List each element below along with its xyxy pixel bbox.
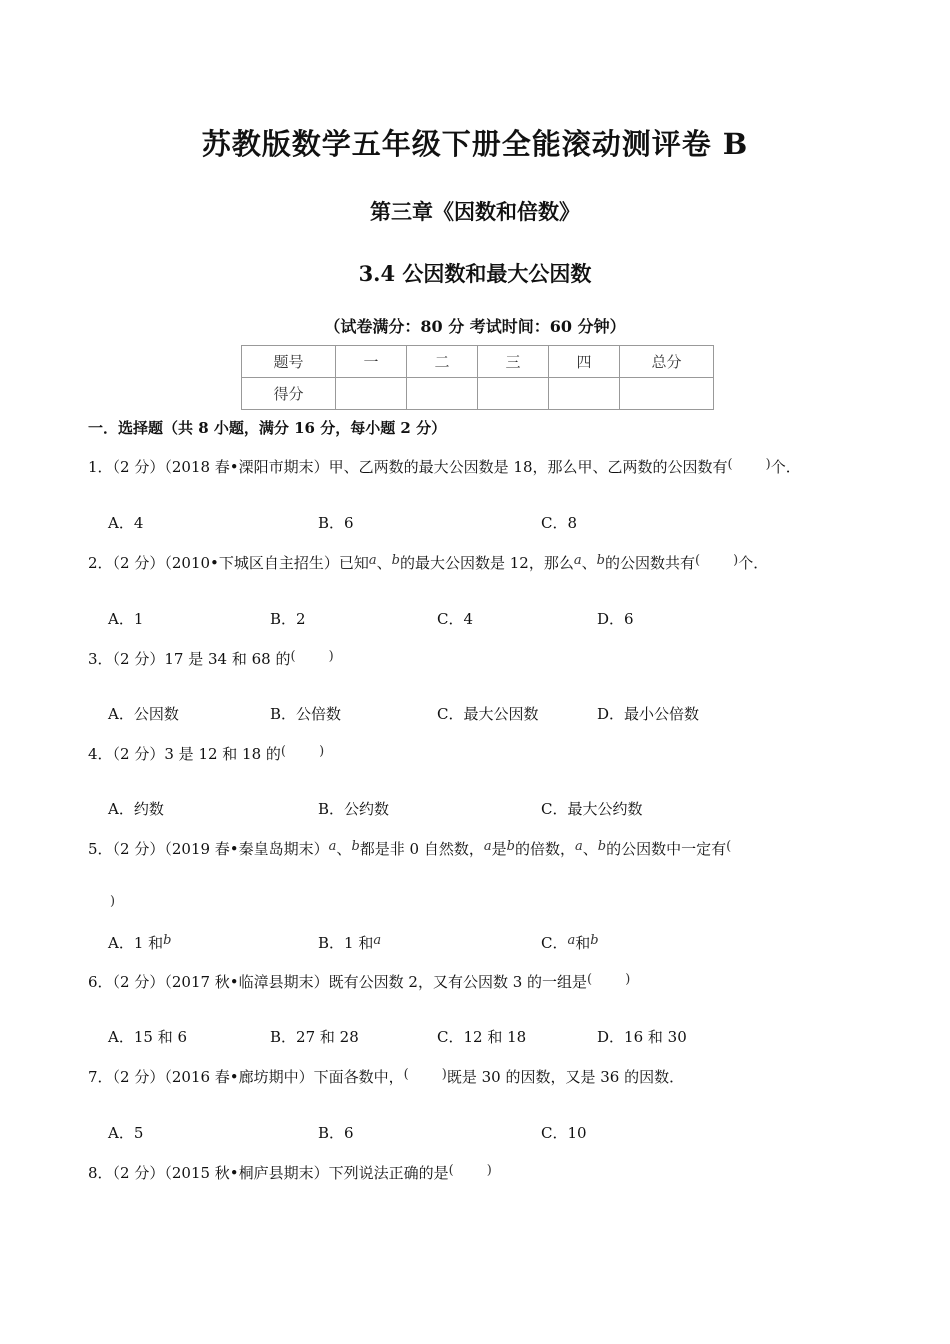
q3-option-c[interactable]: C．最大公因数 xyxy=(437,705,539,723)
page-title: 苏教版数学五年级下册全能滚动测评卷 B xyxy=(201,127,749,161)
section-title: 3.4 公因数和最大公因数 xyxy=(358,261,592,286)
score-table-score-row xyxy=(242,378,714,410)
q3-option-a[interactable]: A．公因数 xyxy=(108,705,179,723)
q4-option-c[interactable]: C．最大公约数 xyxy=(541,800,643,818)
score-table-header-row xyxy=(242,346,714,378)
question-7: 7．（2 分）（2016 春•廊坊期中）下面各数中，( )既是 30 的因数，又是 36 的因数． xyxy=(88,1067,685,1086)
q5-option-c[interactable]: C．a和b xyxy=(541,933,599,952)
question-1: 1．（2 分）（2018 春•溧阳市期末）甲、乙两数的最大公因数是 18，那么甲、乙两数的公因数有( )个． xyxy=(88,457,801,476)
q6-option-c[interactable]: C．12 和 18 xyxy=(437,1028,527,1046)
score-cell[interactable] xyxy=(407,378,478,410)
score-cell[interactable] xyxy=(336,378,407,410)
q1-option-b[interactable]: B．6 xyxy=(318,514,354,532)
answer-blank[interactable]: ( ) xyxy=(448,1163,492,1178)
score-cell[interactable] xyxy=(620,378,714,410)
q6-option-a[interactable]: A．15 和 6 xyxy=(108,1028,187,1046)
answer-blank[interactable]: ( ) xyxy=(280,744,325,759)
question-5-close-paren: ) xyxy=(110,894,116,909)
q2-option-d[interactable]: D．6 xyxy=(597,610,634,628)
answer-blank[interactable]: ( ) xyxy=(403,1067,447,1082)
question-8: 8．（2 分）（2015 秋•桐庐县期末）下列说法正确的是( ) xyxy=(88,1163,492,1182)
q5-option-a[interactable]: A．1 和b xyxy=(108,933,172,952)
score-header-cell: 三 xyxy=(478,346,549,378)
score-cell[interactable] xyxy=(478,378,549,410)
score-table xyxy=(241,345,714,410)
q4-option-a[interactable]: A．约数 xyxy=(108,800,164,818)
q1-option-c[interactable]: C．8 xyxy=(541,514,578,532)
question-5: 5．（2 分）（2019 春•秦皇岛期末）a、b都是非 0 自然数，a是b的倍数，a、b的公因数中一定有( xyxy=(88,839,732,858)
exam-info: （试卷满分：80 分 考试时间：60 分钟） xyxy=(324,317,626,336)
answer-blank[interactable]: ( ) xyxy=(290,649,334,664)
q7-option-b[interactable]: B．6 xyxy=(318,1124,354,1142)
q2-option-a[interactable]: A．1 xyxy=(108,610,144,628)
chapter-title: 第三章《因数和倍数》 xyxy=(370,199,580,224)
question-2: 2．（2 分）（2010•下城区自主招生）已知a、b的最大公因数是 12，那么a、b的公因数共有( )个． xyxy=(88,553,769,572)
score-cell[interactable] xyxy=(549,378,620,410)
score-row-label: 得分 xyxy=(242,378,336,410)
score-header-cell: 四 xyxy=(549,346,620,378)
score-header-cell: 一 xyxy=(336,346,407,378)
q6-option-b[interactable]: B．27 和 28 xyxy=(270,1028,359,1046)
q2-option-b[interactable]: B．2 xyxy=(270,610,306,628)
score-header-cell: 题号 xyxy=(242,346,336,378)
q3-option-b[interactable]: B．公倍数 xyxy=(270,705,342,723)
q4-option-b[interactable]: B．公约数 xyxy=(318,800,390,818)
answer-blank-open[interactable]: ( xyxy=(726,839,732,854)
part-heading: 一．选择题（共 8 小题，满分 16 分，每小题 2 分） xyxy=(88,419,447,437)
score-header-cell: 总分 xyxy=(620,346,714,378)
q2-option-c[interactable]: C．4 xyxy=(437,610,474,628)
q7-option-c[interactable]: C．10 xyxy=(541,1124,587,1142)
q1-option-a[interactable]: A．4 xyxy=(108,514,144,532)
answer-blank[interactable]: ( ) xyxy=(727,457,771,472)
score-header-cell: 二 xyxy=(407,346,478,378)
question-4: 4．（2 分）3 是 12 和 18 的( ) xyxy=(88,744,325,763)
question-6: 6．（2 分）（2017 秋•临漳县期末）既有公因数 2，又有公因数 3 的一组是( ) xyxy=(88,972,631,991)
q3-option-d[interactable]: D．最小公倍数 xyxy=(597,705,700,723)
question-3: 3．（2 分）17 是 34 和 68 的( ) xyxy=(88,649,334,668)
q6-option-d[interactable]: D．16 和 30 xyxy=(597,1028,687,1046)
answer-blank[interactable]: ( ) xyxy=(587,972,631,987)
q5-option-b[interactable]: B．1 和a xyxy=(318,933,382,952)
answer-blank[interactable]: ( ) xyxy=(694,553,739,568)
q7-option-a[interactable]: A．5 xyxy=(108,1124,144,1142)
